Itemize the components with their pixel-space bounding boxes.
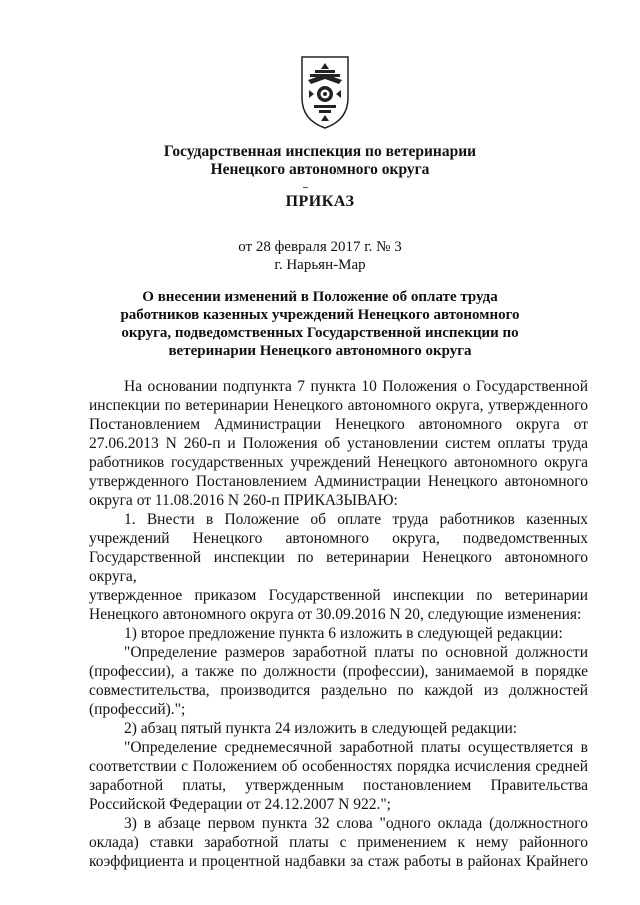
text-line: Государственной инспекции по ветеринарии Ненецкого автономного округа, <box>89 549 588 585</box>
text-line: (профессий)."; <box>89 701 186 718</box>
text-line: коэффициента и процентной надбавки за стаж работы в районах Крайнего <box>89 853 588 870</box>
text-line: заработной платы, утвержденным постановлением Правительства <box>89 777 588 794</box>
text-line: Ненецкого автономного округа от 30.09.2016 N 20, следующие изменения: <box>89 606 582 623</box>
text-line: соответствии с Положением об особенностях порядка исчисления средней <box>89 758 588 775</box>
text-line: утвержденное приказом Государственной инспекции по ветеринарии <box>89 587 588 604</box>
clause-1-paragraph <box>89 510 588 624</box>
text-line: инспекции по ветеринарии Ненецкого автономного округа, утвержденного <box>89 397 588 414</box>
text-line: утвержденного Постановлением Администрации Ненецкого автономного <box>89 473 588 490</box>
text-line: 27.06.2013 N 260-п и Положения об установлении систем оплаты труда <box>89 435 588 452</box>
text-line: округа от 11.08.2016 N 260-п ПРИКАЗЫВАЮ: <box>89 492 398 509</box>
scan-mark <box>303 187 308 188</box>
subclause-3-paragraph <box>89 814 588 871</box>
text-line: На основании подпункта 7 пункта 10 Положения о Государственной <box>124 378 588 395</box>
order-subject <box>0 288 640 360</box>
text-line: учреждений Ненецкого автономного округа, подведомственных <box>89 530 588 547</box>
subject-line: округа, подведомственных Государственной инспекции по <box>121 325 519 341</box>
order-date-number: от 28 февраля 2017 г. № 3 <box>238 239 402 255</box>
subject-line: ветеринарии Ненецкого автономного округа <box>168 343 472 359</box>
text-line: Постановлением Администрации Ненецкого автономного округа от <box>89 416 588 433</box>
text-line: (профессии), а также по должности (профессии), занимаемой в порядке <box>89 663 588 680</box>
text-line: оклада) ставки заработной платы с применением к нему районного <box>89 834 588 851</box>
organization-name-line: Государственная инспекция по ветеринарии <box>163 143 477 160</box>
text-line: "Определение среднемесячной заработной платы осуществляется в <box>124 739 588 756</box>
quote-1-paragraph <box>89 643 588 719</box>
order-body <box>89 377 588 871</box>
subject-line: О внесении изменений в Положение об оплате труда <box>142 289 498 305</box>
subclause-1-paragraph <box>89 624 588 643</box>
text-line: Российской Федерации от 24.12.2007 N 922."; <box>89 796 391 813</box>
order-city: г. Нарьян-Мар <box>274 257 366 273</box>
quote-2-paragraph <box>89 738 588 814</box>
text-line: работников государственных учреждений Ненецкого автономного округа <box>89 454 588 471</box>
text-line: совместительства, производится раздельно по каждой из должностей <box>89 682 588 699</box>
text-line: 1. Внести в Положение об оплате труда работников казенных <box>124 511 588 528</box>
subject-line: работников казенных учреждений Ненецкого автономного <box>120 307 520 323</box>
coat-of-arms-emblem <box>300 54 350 130</box>
text-line: "Определение размеров заработной платы по основной должности <box>124 644 588 661</box>
preamble-paragraph <box>89 377 588 510</box>
organization-name-line: Ненецкого автономного округа <box>210 161 430 178</box>
text-line: 1) второе предложение пункта 6 изложить в следующей редакции: <box>124 625 563 642</box>
document-type: ПРИКАЗ <box>285 193 355 210</box>
text-line: 3) в абзаце первом пункта 32 слова "одного оклада (должностного <box>124 815 588 832</box>
text-line: 2) абзац пятый пункта 24 изложить в следующей редакции: <box>124 720 518 737</box>
organization-name <box>0 143 640 179</box>
subclause-2-paragraph <box>89 719 588 738</box>
